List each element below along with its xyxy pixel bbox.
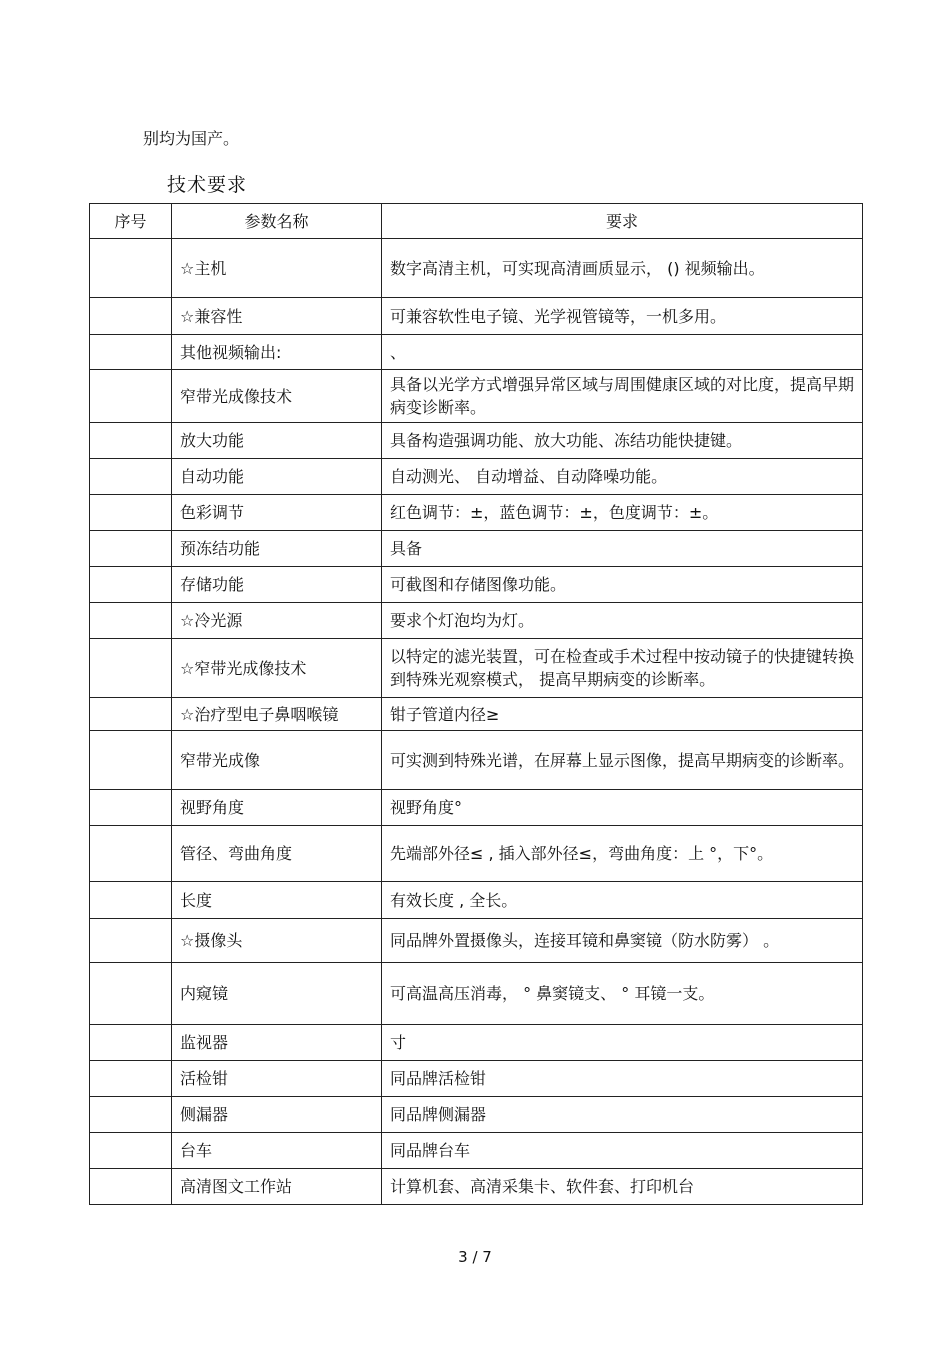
header-index: 序号 [90,204,172,239]
cell-index [90,698,172,731]
cell-param-name: 窄带光成像 [172,731,382,790]
table-row [90,298,863,335]
cell-param-name: ☆摄像头 [172,919,382,963]
spec-table [89,203,863,1205]
page-number: 3 / 7 [458,1248,492,1266]
cell-requirement: 同品牌活检钳 [382,1061,863,1097]
cell-requirement: 同品牌台车 [382,1133,863,1169]
cell-requirement: 具备构造强调功能、放大功能、冻结功能快捷键。 [382,423,863,459]
cell-param-name: 侧漏器 [172,1097,382,1133]
table-row [90,335,863,370]
cell-param-name: 管径、弯曲角度 [172,826,382,882]
cell-index [90,731,172,790]
cell-index [90,963,172,1025]
table-row [90,1097,863,1133]
cell-param-name: 放大功能 [172,423,382,459]
cell-index [90,335,172,370]
cell-requirement: 计算机套、高清采集卡、软件套、打印机台 [382,1169,863,1205]
table-row [90,731,863,790]
table-row [90,1133,863,1169]
cell-index [90,531,172,567]
cell-index [90,1169,172,1205]
cell-index [90,826,172,882]
cell-index [90,919,172,963]
cell-requirement: 要求个灯泡均为灯。 [382,603,863,639]
intro-text: 别均为国产。 [143,129,240,148]
cell-param-name: 内窥镜 [172,963,382,1025]
cell-requirement: 可高温高压消毒， ° 鼻窦镜支、 ° 耳镜一支。 [382,963,863,1025]
cell-index [90,603,172,639]
cell-index [90,639,172,698]
cell-index [90,423,172,459]
cell-param-name: 存储功能 [172,567,382,603]
cell-requirement: 可实测到特殊光谱，在屏幕上显示图像，提高早期病变的诊断率。 [382,731,863,790]
table-row [90,826,863,882]
cell-index [90,239,172,298]
table-row [90,639,863,698]
cell-index [90,298,172,335]
cell-requirement: 钳子管道内径≥ [382,698,863,731]
header-param-name: 参数名称 [172,204,382,239]
table-row [90,963,863,1025]
cell-param-name: ☆治疗型电子鼻咽喉镜 [172,698,382,731]
cell-index [90,459,172,495]
cell-index [90,567,172,603]
cell-index [90,1061,172,1097]
section-title: 技术要求 [167,174,248,196]
cell-requirement: 具备 [382,531,863,567]
cell-index [90,790,172,826]
cell-requirement: 红色调节：±，蓝色调节：±，色度调节：±。 [382,495,863,531]
table-row [90,1025,863,1061]
cell-param-name: 长度 [172,882,382,919]
cell-requirement: 有效长度 , 全长。 [382,882,863,919]
cell-requirement: 同品牌外置摄像头，连接耳镜和鼻窦镜（防水防雾） 。 [382,919,863,963]
cell-param-name: 预冻结功能 [172,531,382,567]
cell-param-name: 其他视频输出: [172,335,382,370]
header-requirement: 要求 [382,204,863,239]
cell-index [90,370,172,423]
table-row [90,239,863,298]
cell-requirement: 具备以光学方式增强异常区域与周围健康区域的对比度，提高早期病变诊断率。 [382,370,863,423]
cell-requirement: 视野角度° [382,790,863,826]
cell-requirement: 同品牌侧漏器 [382,1097,863,1133]
cell-requirement: 以特定的滤光装置，可在检查或手术过程中按动镜子的快捷键转换到特殊光观察模式， 提高早期病变的诊断率。 [382,639,863,698]
table-body [90,239,863,1205]
cell-param-name: 视野角度 [172,790,382,826]
cell-param-name: ☆兼容性 [172,298,382,335]
cell-index [90,1133,172,1169]
cell-index [90,495,172,531]
table-header-row [90,204,863,239]
cell-requirement: 数字高清主机，可实现高清画质显示， () 视频输出。 [382,239,863,298]
table-row [90,790,863,826]
cell-param-name: 自动功能 [172,459,382,495]
table-row [90,495,863,531]
table-row [90,603,863,639]
table-row [90,698,863,731]
cell-index [90,1097,172,1133]
cell-param-name: 窄带光成像技术 [172,370,382,423]
table-row [90,882,863,919]
cell-param-name: 高清图文工作站 [172,1169,382,1205]
table-row [90,423,863,459]
table-row [90,567,863,603]
table-row [90,1061,863,1097]
table-row [90,919,863,963]
cell-param-name: 活检钳 [172,1061,382,1097]
cell-requirement: 寸 [382,1025,863,1061]
cell-param-name: 色彩调节 [172,495,382,531]
cell-requirement: 自动测光、 自动增益、自动降噪功能。 [382,459,863,495]
cell-requirement: 可截图和存储图像功能。 [382,567,863,603]
table-row [90,459,863,495]
cell-requirement: 先端部外径≤ , 插入部外径≤，弯曲角度：上 °，下°。 [382,826,863,882]
cell-index [90,1025,172,1061]
table-row [90,370,863,423]
cell-requirement: 、 [382,335,863,370]
cell-index [90,882,172,919]
cell-param-name: ☆主机 [172,239,382,298]
table-row [90,1169,863,1205]
cell-param-name: 监视器 [172,1025,382,1061]
cell-requirement: 可兼容软性电子镜、光学视管镜等，一机多用。 [382,298,863,335]
cell-param-name: ☆窄带光成像技术 [172,639,382,698]
cell-param-name: 台车 [172,1133,382,1169]
cell-param-name: ☆冷光源 [172,603,382,639]
table-row [90,531,863,567]
